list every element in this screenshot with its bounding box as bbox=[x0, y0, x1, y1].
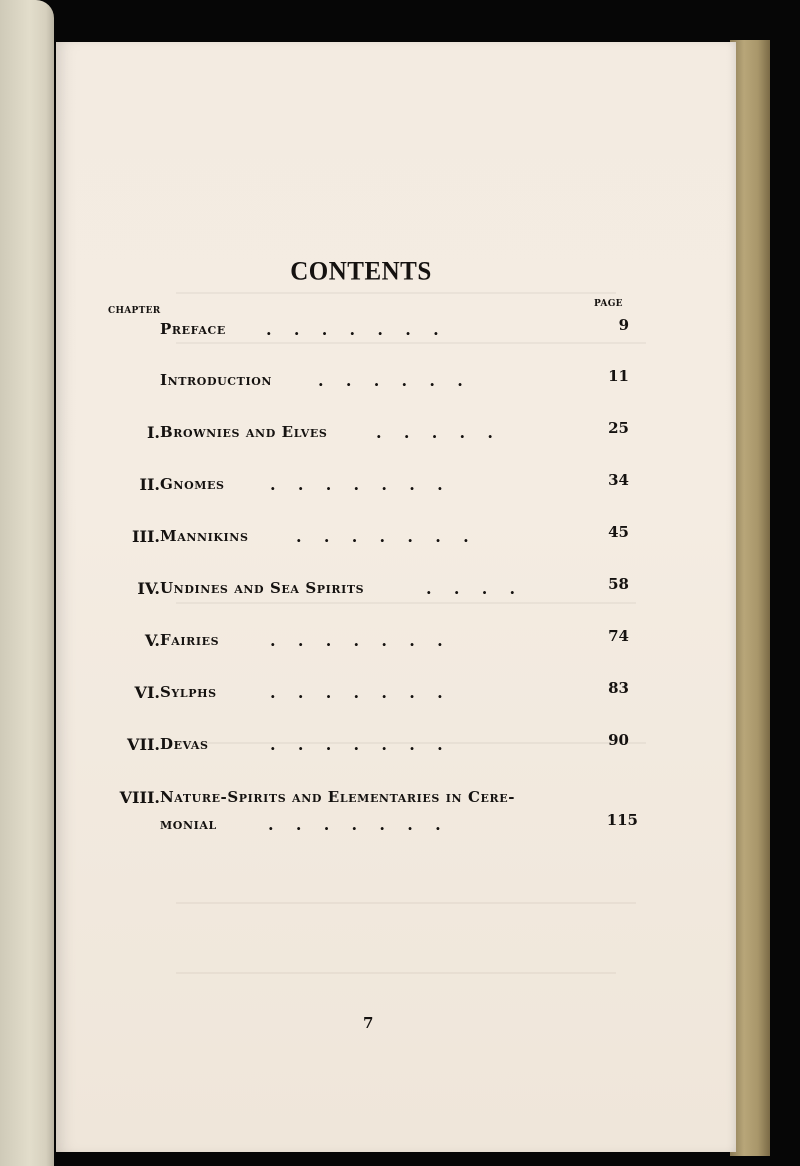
page-number: 83 bbox=[608, 679, 629, 697]
page-number: 11 bbox=[608, 367, 629, 385]
chapter-numeral: VI. bbox=[134, 683, 160, 702]
page-number: 45 bbox=[608, 523, 629, 541]
toc-entry-introduction bbox=[56, 367, 736, 401]
show-through-line bbox=[176, 902, 636, 904]
page-number: 90 bbox=[608, 731, 629, 749]
folio-page-number: 7 bbox=[363, 1014, 374, 1032]
dot-leader: . . . . bbox=[426, 579, 516, 598]
page-number: 34 bbox=[608, 471, 629, 489]
chapter-numeral: V. bbox=[144, 631, 160, 650]
toc-entry-fairies bbox=[56, 627, 736, 661]
dot-leader: . . . . . . bbox=[318, 371, 463, 390]
chapter-numeral: IV. bbox=[137, 579, 160, 598]
toc-entry-nature-spirits-continued bbox=[56, 811, 736, 845]
chapter-title: Devas bbox=[160, 735, 209, 753]
dot-leader: . . . . . bbox=[376, 423, 493, 442]
chapter-title: Fairies bbox=[160, 631, 220, 649]
chapter-title: Gnomes bbox=[160, 475, 225, 493]
previous-page-edge bbox=[0, 0, 54, 1166]
toc-entry-devas bbox=[56, 731, 736, 765]
page-number: 25 bbox=[608, 419, 629, 437]
page-number: 115 bbox=[606, 811, 638, 829]
chapter-title: Nature-Spirits and Elementaries in Cere- bbox=[160, 788, 516, 806]
chapter-numeral: VIII. bbox=[119, 788, 160, 807]
page-number: 74 bbox=[608, 627, 629, 645]
page-number: 58 bbox=[608, 575, 629, 593]
chapter-numeral: III. bbox=[131, 527, 160, 546]
chapter-numeral: II. bbox=[139, 475, 160, 494]
chapter-title: Undines and Sea Spirits bbox=[160, 579, 365, 597]
show-through-line bbox=[176, 972, 616, 974]
chapter-title: Brownies and Elves bbox=[160, 423, 328, 441]
book-cover-edge bbox=[730, 40, 770, 1156]
dot-leader: . . . . . . . bbox=[270, 475, 443, 494]
toc-entry-brownies-and-elves bbox=[56, 419, 736, 453]
dot-leader: . . . . . . . bbox=[268, 815, 441, 834]
page-column-label: PAGE bbox=[594, 299, 623, 309]
toc-entry-sylphs bbox=[56, 679, 736, 713]
page-title: CONTENTS bbox=[290, 257, 432, 286]
chapter-title-continuation: monial bbox=[160, 815, 217, 833]
chapter-title: Sylphs bbox=[160, 683, 217, 701]
dot-leader: . . . . . . . bbox=[270, 735, 443, 754]
chapter-column-label: CHAPTER bbox=[108, 306, 161, 316]
show-through-line bbox=[176, 292, 616, 294]
toc-entry-preface bbox=[56, 316, 736, 350]
dot-leader: . . . . . . . bbox=[270, 683, 443, 702]
dot-leader: . . . . . . . bbox=[296, 527, 469, 546]
page-number: 9 bbox=[618, 316, 629, 334]
chapter-title: Mannikins bbox=[160, 527, 249, 545]
chapter-title: Introduction bbox=[160, 371, 273, 389]
chapter-title: Preface bbox=[160, 320, 226, 338]
chapter-numeral: I. bbox=[146, 423, 160, 442]
toc-entry-undines-and-sea-spirits bbox=[56, 575, 736, 609]
dot-leader: . . . . . . . bbox=[270, 631, 443, 650]
toc-entry-mannikins bbox=[56, 523, 736, 557]
toc-entry-gnomes bbox=[56, 471, 736, 505]
dot-leader: . . . . . . . bbox=[266, 320, 439, 339]
contents-page bbox=[56, 42, 736, 1152]
chapter-numeral: VII. bbox=[127, 735, 160, 754]
